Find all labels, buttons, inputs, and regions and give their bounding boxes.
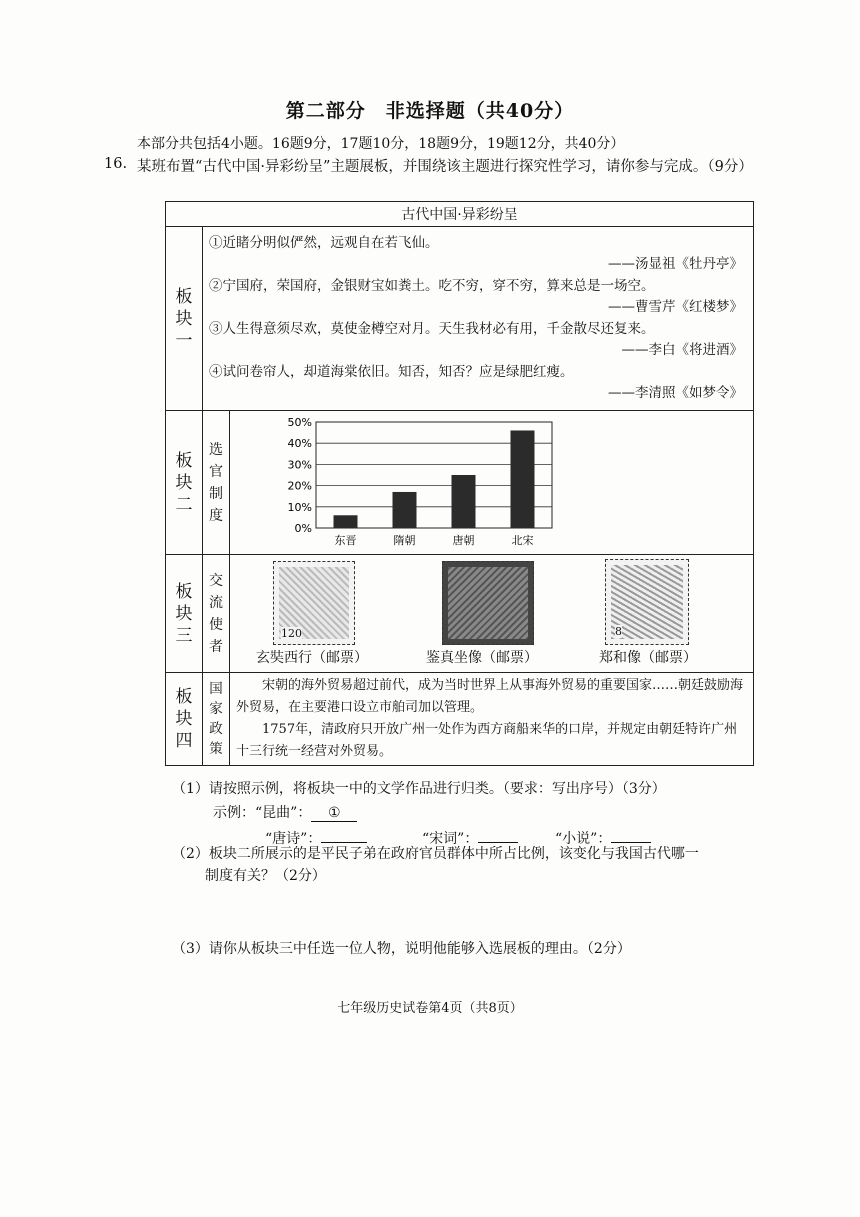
officials-ratio-chart xyxy=(230,412,750,554)
excerpt-2-source: ——曹雪芹《红楼梦》 xyxy=(608,299,743,315)
x-category-label: 隋朝 xyxy=(393,533,416,547)
x-category-label: 唐朝 xyxy=(452,533,475,547)
bar xyxy=(452,475,476,528)
stamp-xuanzang xyxy=(273,561,355,645)
x-category-label: 东晋 xyxy=(334,533,357,547)
question-number: 16. xyxy=(104,156,128,172)
stamp-zhenghe-value: 8 xyxy=(615,625,622,638)
example-label: 示例：“昆曲”： xyxy=(213,805,312,821)
x-category-label: 北宋 xyxy=(511,533,534,547)
song-label: “宋词”： xyxy=(422,831,479,847)
y-tick-label: 50% xyxy=(287,415,312,429)
excerpt-1: ①近睹分明似俨然，远观自在若飞仙。 xyxy=(209,234,439,251)
block3-label: 板 块 三 xyxy=(166,555,203,673)
literature-excerpts xyxy=(203,227,754,411)
board-header: 古代中国·异彩纷呈 xyxy=(166,202,754,227)
stamp-zhenghe xyxy=(605,559,689,645)
y-tick-label: 30% xyxy=(287,457,312,471)
question-1: （1）请按照示例，将板块一中的文学作品进行归类。（要求：写出序号）（3分） xyxy=(172,781,666,797)
excerpt-4: ④试问卷帘人，却道海棠依旧。知否，知否？应是绿肥红瘦。 xyxy=(209,363,574,380)
excerpt-2: ②宁国府，荣国府，金银财宝如粪土。吃不穷，穿不穷，算来总是一场空。 xyxy=(209,277,655,294)
caption-xuanzang: 玄奘西行（邮票） xyxy=(256,650,368,666)
excerpt-1-source: ——汤显祖《牡丹亭》 xyxy=(608,256,743,272)
block4-sublabel: 国 家 政 策 xyxy=(203,673,230,766)
question-text: 某班布置“古代中国·异彩纷呈”主题展板，并围绕该主题进行探究性学习，请你参与完成。（9分） xyxy=(137,159,753,175)
bar xyxy=(334,515,358,528)
example-row xyxy=(213,802,357,822)
caption-jianzhen: 鉴真坐像（邮票） xyxy=(426,650,538,666)
chart-cell xyxy=(230,411,754,555)
example-answer: ① xyxy=(311,805,357,822)
caption-zhenghe: 郑和像（邮票） xyxy=(599,650,697,666)
stamp-jianzhen xyxy=(442,561,534,645)
policy-song: 宋朝的海外贸易超过前代，成为当时世界上从事海外贸易的重要国家……朝廷鼓励海外贸易，在主要港口设立市舶司加以管理。 xyxy=(236,678,744,715)
excerpt-4-source: ——李清照《如梦令》 xyxy=(608,385,743,401)
tang-label: “唐诗”： xyxy=(265,831,322,847)
stamp-xuanzang-value: 120 xyxy=(281,627,302,640)
y-tick-label: 40% xyxy=(287,436,312,450)
block1-label: 板 块 一 xyxy=(166,227,203,411)
stamps-cell xyxy=(230,555,754,673)
block2-sublabel: 选 官 制 度 xyxy=(203,411,230,555)
block3-sublabel: 交 流 使 者 xyxy=(203,555,230,673)
block4-label: 板 块 四 xyxy=(166,673,203,766)
y-tick-label: 10% xyxy=(287,500,312,514)
page-footer: 七年级历史试卷第4页（共8页） xyxy=(337,1001,523,1016)
section-intro: 本部分共包括4小题。16题9分，17题10分，18题9分，19题12分，共40分） xyxy=(137,136,625,152)
bar xyxy=(511,430,535,528)
excerpt-3: ③人生得意须尽欢，莫使金樽空对月。天生我材必有用，千金散尽还复来。 xyxy=(209,320,655,337)
y-tick-label: 0% xyxy=(294,521,312,535)
block2-label: 板 块 二 xyxy=(166,411,203,555)
policy-text xyxy=(230,673,754,766)
bar xyxy=(393,491,417,527)
policy-qing: 1757年，清政府只开放广州一处作为西方商船来华的口岸，并规定由朝廷特许广州十三行统一经营对外贸易。 xyxy=(236,722,738,759)
theme-board xyxy=(165,201,754,766)
novel-label: “小说”： xyxy=(555,831,612,847)
excerpt-3-source: ——李白《将进酒》 xyxy=(621,342,743,358)
question-3: （3）请你从板块三中任选一位人物，说明他能够入选展板的理由。（2分） xyxy=(172,941,631,957)
question-2: （2）板块二所展示的是平民子弟在政府官员群体中所占比例，该变化与我国古代哪一 制度有关？（2分） xyxy=(172,846,699,884)
section-title: 第二部分 非选择题（共40分） xyxy=(285,100,575,122)
y-tick-label: 20% xyxy=(287,479,312,493)
